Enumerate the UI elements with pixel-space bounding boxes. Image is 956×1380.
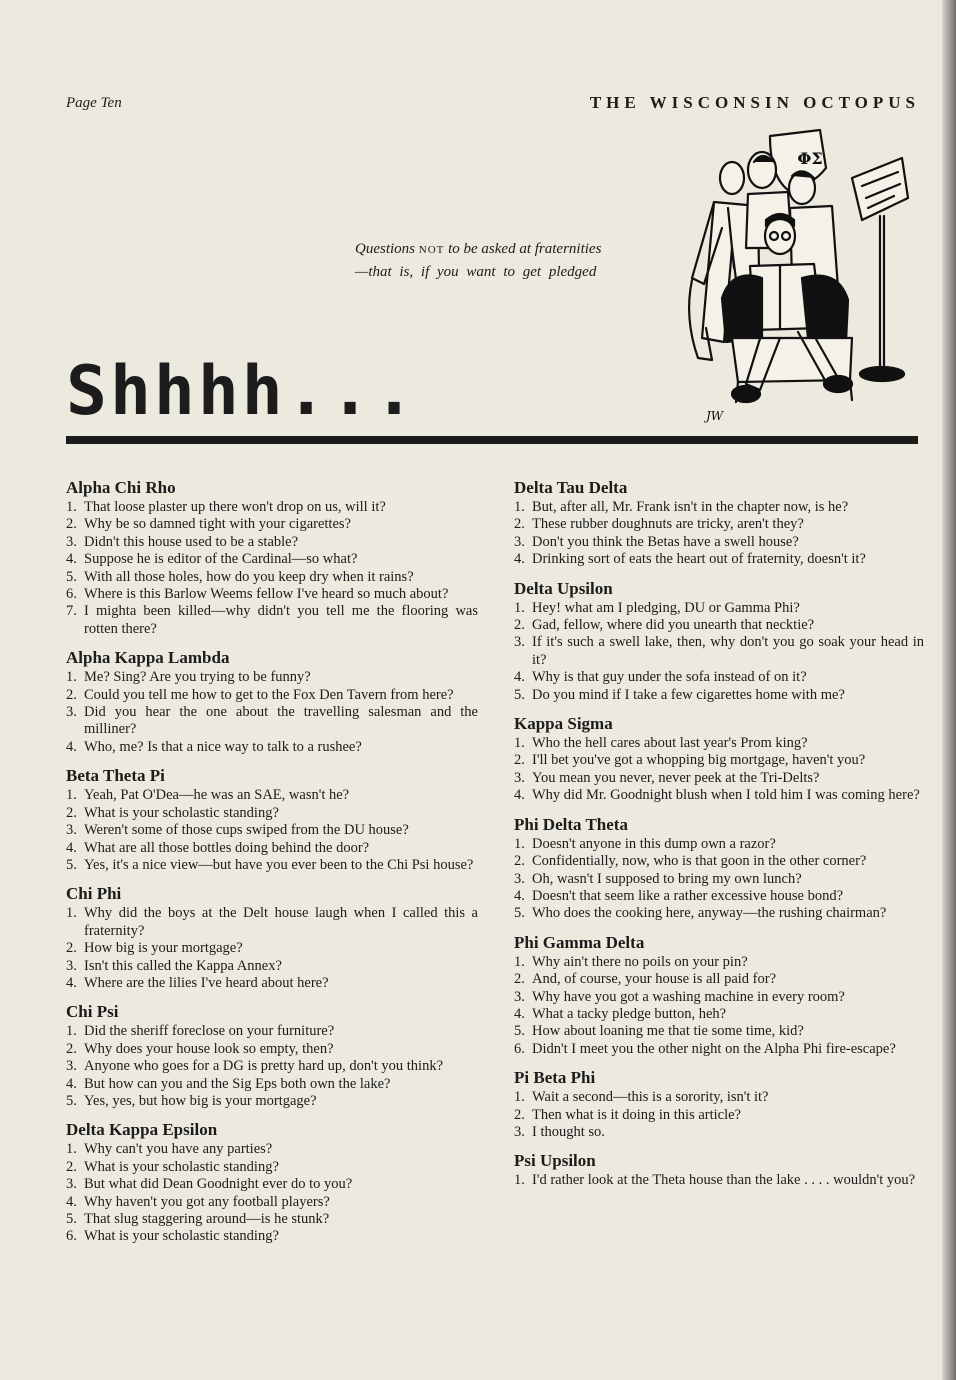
question-item: 2. How big is your mortgage? bbox=[66, 940, 243, 957]
question-item: 1. But, after all, Mr. Frank isn't in the chapter now, is he? bbox=[514, 499, 849, 515]
question-list bbox=[514, 954, 924, 1058]
question-text: What is your scholastic standing? bbox=[84, 1158, 279, 1175]
fraternity-section bbox=[514, 1068, 924, 1141]
question-item: 4. What a tacky pledge button, heh? bbox=[514, 1005, 727, 1022]
question-item: 6. Didn't I meet you the other night on the Alpha Phi fire-escape? bbox=[514, 1040, 896, 1057]
fraternity-name: Chi Phi bbox=[66, 884, 122, 904]
question-text: Yes, yes, but how big is your mortgage? bbox=[84, 1092, 317, 1109]
question-text: Why be so damned tight with your cigarettes? bbox=[84, 516, 351, 533]
fraternity-section bbox=[66, 1002, 478, 1110]
question-item: 1. Wait a second—this is a sorority, isn't it? bbox=[514, 1089, 769, 1106]
question-item: 3. Oh, wasn't I supposed to bring my own lunch? bbox=[514, 870, 802, 887]
question-text: Did you hear the one about the travelling salesman and the milliner? bbox=[84, 704, 478, 738]
question-text: Don't you think the Betas have a swell house? bbox=[532, 533, 799, 550]
question-item: 3. Weren't some of those cups swiped from the DU house? bbox=[66, 822, 409, 839]
question-list bbox=[66, 905, 478, 992]
question-item: 2. What is your scholastic standing? bbox=[66, 804, 279, 821]
masthead: THE WISCONSIN OCTOPUS bbox=[589, 93, 920, 112]
question-text: Didn't I meet you the other night on the Alpha Phi fire-escape? bbox=[532, 1040, 896, 1057]
fraternity-name: Phi Gamma Delta bbox=[514, 932, 645, 952]
question-item: 4. Why haven't you got any football players? bbox=[66, 1193, 330, 1210]
fraternity-section bbox=[66, 884, 478, 992]
question-text: What is your scholastic standing? bbox=[84, 1228, 279, 1245]
question-text: Do you mind if I take a few cigarettes home with me? bbox=[532, 686, 845, 703]
question-item: 1. Doesn't anyone in this dump own a razor? bbox=[514, 835, 776, 852]
question-list bbox=[514, 735, 924, 805]
question-text: But how can you and the Sig Eps both own the lake? bbox=[84, 1075, 391, 1092]
question-item: 3. Isn't this called the Kappa Annex? bbox=[66, 957, 282, 974]
fraternity-name: Psi Upsilon bbox=[514, 1151, 596, 1171]
question-item: 3. I thought so. bbox=[514, 1123, 605, 1140]
question-item: 3. Why have you got a washing machine in every room? bbox=[514, 988, 845, 1005]
question-item: 1. Why ain't there no poils on your pin? bbox=[514, 953, 748, 970]
question-list bbox=[66, 1023, 478, 1110]
question-text: And, of course, your house is all paid for? bbox=[532, 971, 777, 988]
question-text: Doesn't anyone in this dump own a razor? bbox=[532, 835, 776, 852]
question-text: Then what is it doing in this article? bbox=[532, 1106, 741, 1123]
question-text: Who the hell cares about last year's Prom king? bbox=[532, 735, 808, 752]
question-item: 5. Who does the cooking here, anyway—the rushing chairman? bbox=[514, 905, 887, 922]
right-column bbox=[514, 478, 924, 1200]
question-text: Yes, it's a nice view—but have you ever been to the Chi Psi house? bbox=[84, 856, 474, 873]
question-text: With all those holes, how do you keep dry when it rains? bbox=[84, 568, 414, 585]
fraternity-section bbox=[514, 933, 924, 1058]
fraternity-name: Pi Beta Phi bbox=[514, 1068, 596, 1088]
question-item: 5. With all those holes, how do you keep dry when it rains? bbox=[66, 568, 414, 585]
question-text: How big is your mortgage? bbox=[84, 940, 243, 957]
question-item: 4. Suppose he is editor of the Cardinal—so what? bbox=[66, 551, 358, 568]
question-list bbox=[514, 499, 924, 569]
question-text: That slug staggering around—is he stunk? bbox=[84, 1211, 330, 1227]
question-item: 3. Did you hear the one about the travelling salesman and the milliner? bbox=[66, 704, 478, 738]
intro-line2: —that is, if you want to get pledged bbox=[355, 264, 597, 280]
question-text: Doesn't that seem like a rather excessive house bond? bbox=[532, 887, 844, 904]
question-text: Who does the cooking here, anyway—the rushing chairman? bbox=[532, 905, 887, 922]
question-item: 5. Do you mind if I take a few cigarettes home with me? bbox=[514, 686, 845, 703]
question-list bbox=[66, 499, 478, 638]
question-text: I'll bet you've got a whopping big mortgage, haven't you? bbox=[532, 752, 866, 769]
question-text: What a tacky pledge button, heh? bbox=[532, 1005, 727, 1022]
fraternity-section bbox=[66, 648, 478, 756]
question-item: 5. Yes, it's a nice view—but have you ever been to the Chi Psi house? bbox=[66, 856, 474, 873]
question-item: 2. Confidentially, now, who is that goon in the other corner? bbox=[514, 853, 867, 870]
question-list bbox=[514, 1089, 924, 1141]
question-item: 5. That slug staggering around—is he stunk? bbox=[66, 1211, 330, 1227]
question-item: 2. Why does your house look so empty, then? bbox=[66, 1040, 334, 1057]
question-item: 2. What is your scholastic standing? bbox=[66, 1158, 279, 1175]
fraternity-name: Beta Theta Pi bbox=[66, 766, 165, 786]
question-text: Why does your house look so empty, then? bbox=[84, 1040, 334, 1057]
shield-letters: ΦΣ bbox=[797, 149, 823, 168]
question-item: 2. And, of course, your house is all paid for? bbox=[514, 971, 777, 988]
question-item: 6. Where is this Barlow Weems fellow I've heard so much about? bbox=[66, 586, 449, 603]
question-text: Anyone who goes for a DG is pretty hard up, don't you think? bbox=[84, 1058, 444, 1075]
question-item: 1. I'd rather look at the Theta house than the lake . . . . wouldn't you? bbox=[514, 1172, 916, 1189]
question-item: 4. Who, me? Is that a nice way to talk to a rushee? bbox=[66, 738, 362, 755]
headline: Shhhh... bbox=[66, 352, 418, 431]
intro-line1-pre: Questions bbox=[355, 241, 415, 257]
fraternity-section bbox=[514, 579, 924, 704]
question-text: Why ain't there no poils on your pin? bbox=[532, 953, 748, 970]
question-text: What are all those bottles doing behind the door? bbox=[84, 839, 370, 856]
question-text: Where are the lilies I've heard about here? bbox=[84, 974, 329, 991]
question-text: Confidentially, now, who is that goon in the other corner? bbox=[532, 853, 867, 870]
question-text: I mighta been killed—why didn't you tell me the flooring was rotten there? bbox=[84, 603, 478, 637]
question-text: Why haven't you got any football players? bbox=[84, 1193, 330, 1210]
question-text: Why can't you have any parties? bbox=[84, 1141, 273, 1158]
question-item: 3. Anyone who goes for a DG is pretty hard up, don't you think? bbox=[66, 1058, 444, 1075]
question-text: Gad, fellow, where did you unearth that necktie? bbox=[532, 617, 815, 634]
question-text: Me? Sing? Are you trying to be funny? bbox=[84, 669, 311, 686]
fraternity-name: Alpha Chi Rho bbox=[66, 478, 176, 497]
question-item: 1. Who the hell cares about last year's Prom king? bbox=[514, 735, 808, 752]
question-item: 4. Why did Mr. Goodnight blush when I told him I was coming here? bbox=[514, 787, 920, 804]
artist-signature: JW bbox=[706, 409, 724, 423]
question-list bbox=[514, 600, 924, 704]
question-list bbox=[66, 1141, 478, 1245]
question-item: 4. Why is that guy under the sofa instead of on it? bbox=[514, 669, 807, 686]
cartoon-illustration bbox=[662, 128, 928, 428]
question-item: 1. Why can't you have any parties? bbox=[66, 1141, 273, 1158]
question-text: You mean you never, never peek at the Tri-Delts? bbox=[532, 769, 820, 786]
page-edge bbox=[942, 0, 956, 1380]
question-text: But what did Dean Goodnight ever do to you? bbox=[84, 1176, 353, 1193]
question-item: 4. But how can you and the Sig Eps both own the lake? bbox=[66, 1075, 391, 1092]
fraternity-section bbox=[66, 1120, 478, 1245]
fraternity-section bbox=[514, 815, 924, 923]
question-item: 1. Me? Sing? Are you trying to be funny? bbox=[66, 669, 311, 686]
question-item: 1. Why did the boys at the Delt house laugh when I called this a fraternity? bbox=[66, 905, 478, 939]
question-text: Yeah, Pat O'Dea—he was an SAE, wasn't he? bbox=[84, 787, 350, 804]
question-text: Could you tell me how to get to the Fox Den Tavern from here? bbox=[84, 686, 454, 703]
question-text: Why have you got a washing machine in every room? bbox=[532, 988, 845, 1005]
question-item: 4. Doesn't that seem like a rather excessive house bond? bbox=[514, 887, 844, 904]
question-item: 2. Then what is it doing in this article? bbox=[514, 1106, 741, 1123]
question-item: 1. Yeah, Pat O'Dea—he was an SAE, wasn't he? bbox=[66, 787, 350, 804]
question-item: 4. Where are the lilies I've heard about here? bbox=[66, 974, 329, 991]
question-text: But, after all, Mr. Frank isn't in the chapter now, is he? bbox=[532, 499, 849, 515]
question-text: These rubber doughnuts are tricky, aren't they? bbox=[532, 516, 804, 533]
question-text: Hey! what am I pledging, DU or Gamma Phi? bbox=[532, 599, 800, 616]
intro-line1-caps: NOT bbox=[418, 244, 445, 256]
question-text: I thought so. bbox=[532, 1123, 605, 1140]
question-text: I'd rather look at the Theta house than the lake . . . . wouldn't you? bbox=[532, 1172, 916, 1189]
question-text: Why did the boys at the Delt house laugh when I called this a fraternity? bbox=[84, 905, 478, 939]
question-text: Why did Mr. Goodnight blush when I told him I was coming here? bbox=[532, 787, 920, 804]
question-item: 1. Did the sheriff foreclose on your furniture? bbox=[66, 1023, 335, 1040]
intro-subtitle bbox=[355, 238, 640, 283]
question-item: 2. Gad, fellow, where did you unearth that necktie? bbox=[514, 617, 815, 634]
question-item: 7. I mighta been killed—why didn't you tell me the flooring was rotten there? bbox=[66, 603, 478, 637]
question-text: Where is this Barlow Weems fellow I've heard so much about? bbox=[84, 586, 449, 603]
fraternity-section bbox=[514, 478, 924, 569]
question-list bbox=[514, 836, 924, 923]
question-text: What is your scholastic standing? bbox=[84, 804, 279, 821]
fraternity-name: Chi Psi bbox=[66, 1002, 119, 1022]
question-text: Weren't some of those cups swiped from the DU house? bbox=[84, 822, 409, 839]
question-list bbox=[66, 787, 478, 874]
question-item: 2. Could you tell me how to get to the Fox Den Tavern from here? bbox=[66, 686, 454, 703]
fraternity-name: Delta Upsilon bbox=[514, 578, 613, 598]
question-text: Why is that guy under the sofa instead of on it? bbox=[532, 669, 807, 686]
question-text: Suppose he is editor of the Cardinal—so what? bbox=[84, 551, 358, 568]
question-text: Didn't this house used to be a stable? bbox=[84, 533, 299, 550]
question-item: 4. What are all those bottles doing behind the door? bbox=[66, 839, 370, 856]
question-item: 3. Didn't this house used to be a stable? bbox=[66, 533, 299, 550]
question-text: That loose plaster up there won't drop on us, will it? bbox=[84, 499, 386, 515]
left-column bbox=[66, 478, 478, 1256]
question-text: Wait a second—this is a sorority, isn't it? bbox=[532, 1089, 769, 1106]
question-text: How about loaning me that tie some time, kid? bbox=[532, 1023, 804, 1040]
question-item: 1. That loose plaster up there won't drop on us, will it? bbox=[66, 499, 386, 515]
question-text: Who, me? Is that a nice way to talk to a rushee? bbox=[84, 738, 362, 755]
question-list bbox=[66, 669, 478, 756]
question-text: Drinking sort of eats the heart out of fraternity, doesn't it? bbox=[532, 551, 866, 568]
question-item: 2. Why be so damned tight with your cigarettes? bbox=[66, 516, 351, 533]
question-text: Oh, wasn't I supposed to bring my own lunch? bbox=[532, 870, 802, 887]
question-item: 1. Hey! what am I pledging, DU or Gamma Phi? bbox=[514, 599, 800, 616]
fraternity-section bbox=[66, 478, 478, 638]
question-item: 3. Don't you think the Betas have a swell house? bbox=[514, 533, 799, 550]
question-item: 2. I'll bet you've got a whopping big mortgage, haven't you? bbox=[514, 752, 866, 769]
fraternity-name: Kappa Sigma bbox=[514, 714, 613, 734]
question-item: 3. You mean you never, never peek at the Tri-Delts? bbox=[514, 769, 820, 786]
page-number: Page Ten bbox=[66, 95, 122, 111]
fraternity-section bbox=[514, 714, 924, 805]
fraternity-name: Alpha Kappa Lambda bbox=[66, 648, 230, 668]
question-item: 6. What is your scholastic standing? bbox=[66, 1228, 279, 1245]
fraternity-name: Delta Kappa Epsilon bbox=[66, 1120, 218, 1140]
question-item: 5. Yes, yes, but how big is your mortgage? bbox=[66, 1092, 317, 1109]
question-item: 2. These rubber doughnuts are tricky, aren't they? bbox=[514, 516, 804, 533]
fraternity-section bbox=[514, 1151, 924, 1189]
question-item: 4. Drinking sort of eats the heart out of fraternity, doesn't it? bbox=[514, 551, 866, 568]
question-item: 3. If it's such a swell lake, then, why don't you go soak your head in it? bbox=[514, 634, 924, 668]
question-text: Did the sheriff foreclose on your furniture? bbox=[84, 1023, 335, 1040]
question-list bbox=[514, 1172, 924, 1189]
intro-line1-post: to be asked at fraternities bbox=[448, 241, 602, 257]
question-item: 5. How about loaning me that tie some time, kid? bbox=[514, 1023, 804, 1040]
fraternity-section bbox=[66, 766, 478, 874]
fraternity-name: Phi Delta Theta bbox=[514, 814, 628, 834]
fraternity-name: Delta Tau Delta bbox=[514, 478, 628, 497]
question-text: If it's such a swell lake, then, why don't you go soak your head in it? bbox=[532, 634, 924, 668]
headline-rule bbox=[66, 436, 918, 444]
question-text: Isn't this called the Kappa Annex? bbox=[84, 957, 282, 974]
question-item: 3. But what did Dean Goodnight ever do to you? bbox=[66, 1176, 353, 1193]
